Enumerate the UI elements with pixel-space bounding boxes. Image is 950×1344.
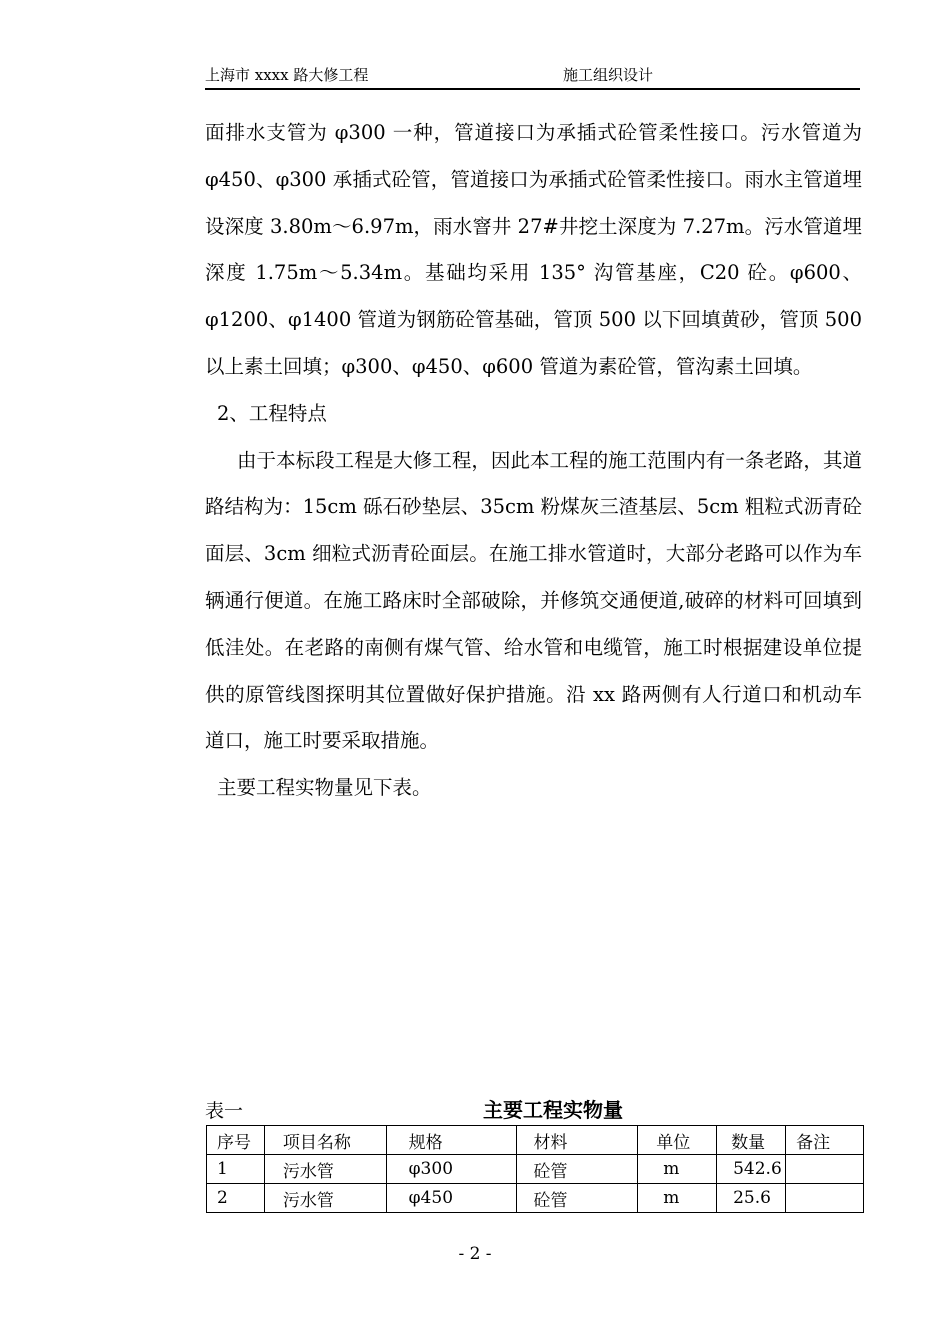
table-cell bbox=[786, 1184, 864, 1213]
table-cell: 542.6 bbox=[717, 1155, 786, 1184]
header-cell: 序号 bbox=[207, 1126, 265, 1155]
table-row bbox=[207, 1155, 864, 1184]
table-cell: m bbox=[638, 1184, 717, 1213]
header-cell: 规格 bbox=[386, 1126, 517, 1155]
header-cell: 材料 bbox=[517, 1126, 638, 1155]
header-cell: 项目名称 bbox=[264, 1126, 386, 1155]
table-row bbox=[207, 1184, 864, 1213]
table-cell bbox=[786, 1155, 864, 1184]
table-cell: 25.6 bbox=[717, 1184, 786, 1213]
table-caption bbox=[205, 1094, 865, 1124]
section-title-project-features: 2、工程特点 bbox=[217, 401, 327, 425]
header-document-type: 施工组织设计 bbox=[563, 66, 654, 84]
table-cell: m bbox=[638, 1155, 717, 1184]
header-project-name: 上海市 xxxx 路大修工程 bbox=[205, 66, 369, 84]
header-cell: 备注 bbox=[786, 1126, 864, 1155]
table-header-row bbox=[207, 1126, 864, 1155]
table-cell: 砼管 bbox=[517, 1155, 638, 1184]
body-text bbox=[205, 110, 862, 812]
header-cell: 数量 bbox=[717, 1126, 786, 1155]
table-cell: φ300 bbox=[386, 1155, 517, 1184]
table-cell: 2 bbox=[207, 1184, 265, 1213]
paragraph-project-features: 由于本标段工程是大修工程，因此本工程的施工范围内有一条老路，其道路结构为：15cm 砾石砂垫层、35cm 粉煤灰三渣基层、5cm 粗粒式沥青砼面层、3cm 细粒式沥青砼面层。在施工排水管道时，大部分老路可以作为车辆通行便道。在施工路床时全部破除，并修筑交通便道,破碎的材料可回填到低洼处。在老路的南侧有煤气管、给水管和电缆管，施工时根据建设单位提供的原管线图探明其位置做好保护措施。沿 xx 路两侧有人行道口和机动车道口，施工时要采取措施。 bbox=[205, 448, 862, 753]
table-cell: 1 bbox=[207, 1155, 265, 1184]
page-header bbox=[205, 64, 860, 90]
paragraph-table-intro: 主要工程实物量见下表。 bbox=[217, 776, 432, 800]
table-cell: φ450 bbox=[386, 1184, 517, 1213]
paragraph-pipeline-description: 面排水支管为 φ300 一种，管道接口为承插式砼管柔性接口。污水管道为 φ450、φ300 承插式砼管，管道接口为承插式砼管柔性接口。雨水主管道埋设深度 3.80m～6.97m，雨水窨井 27#井挖土深度为 7.27m。污水管道埋深度 1.75m～5.34m。基础均采用 135° 沟管基座，C20 砼。φ600、φ1200、φ1400 管道为钢筋砼管基础，管顶 500 以下回填黄砂，管顶 500 以上素土回填；φ300、φ450、φ600 管道为素砼管，管沟素土回填。 bbox=[205, 121, 862, 378]
table-title: 主要工程实物量 bbox=[483, 1098, 623, 1122]
header-cell: 单位 bbox=[638, 1126, 717, 1155]
table-cell: 污水管 bbox=[264, 1184, 386, 1213]
quantities-table bbox=[206, 1125, 864, 1213]
table-cell: 砼管 bbox=[517, 1184, 638, 1213]
page-number: - 2 - bbox=[458, 1244, 492, 1264]
table-label: 表一 bbox=[205, 1100, 244, 1122]
table-cell: 污水管 bbox=[264, 1155, 386, 1184]
